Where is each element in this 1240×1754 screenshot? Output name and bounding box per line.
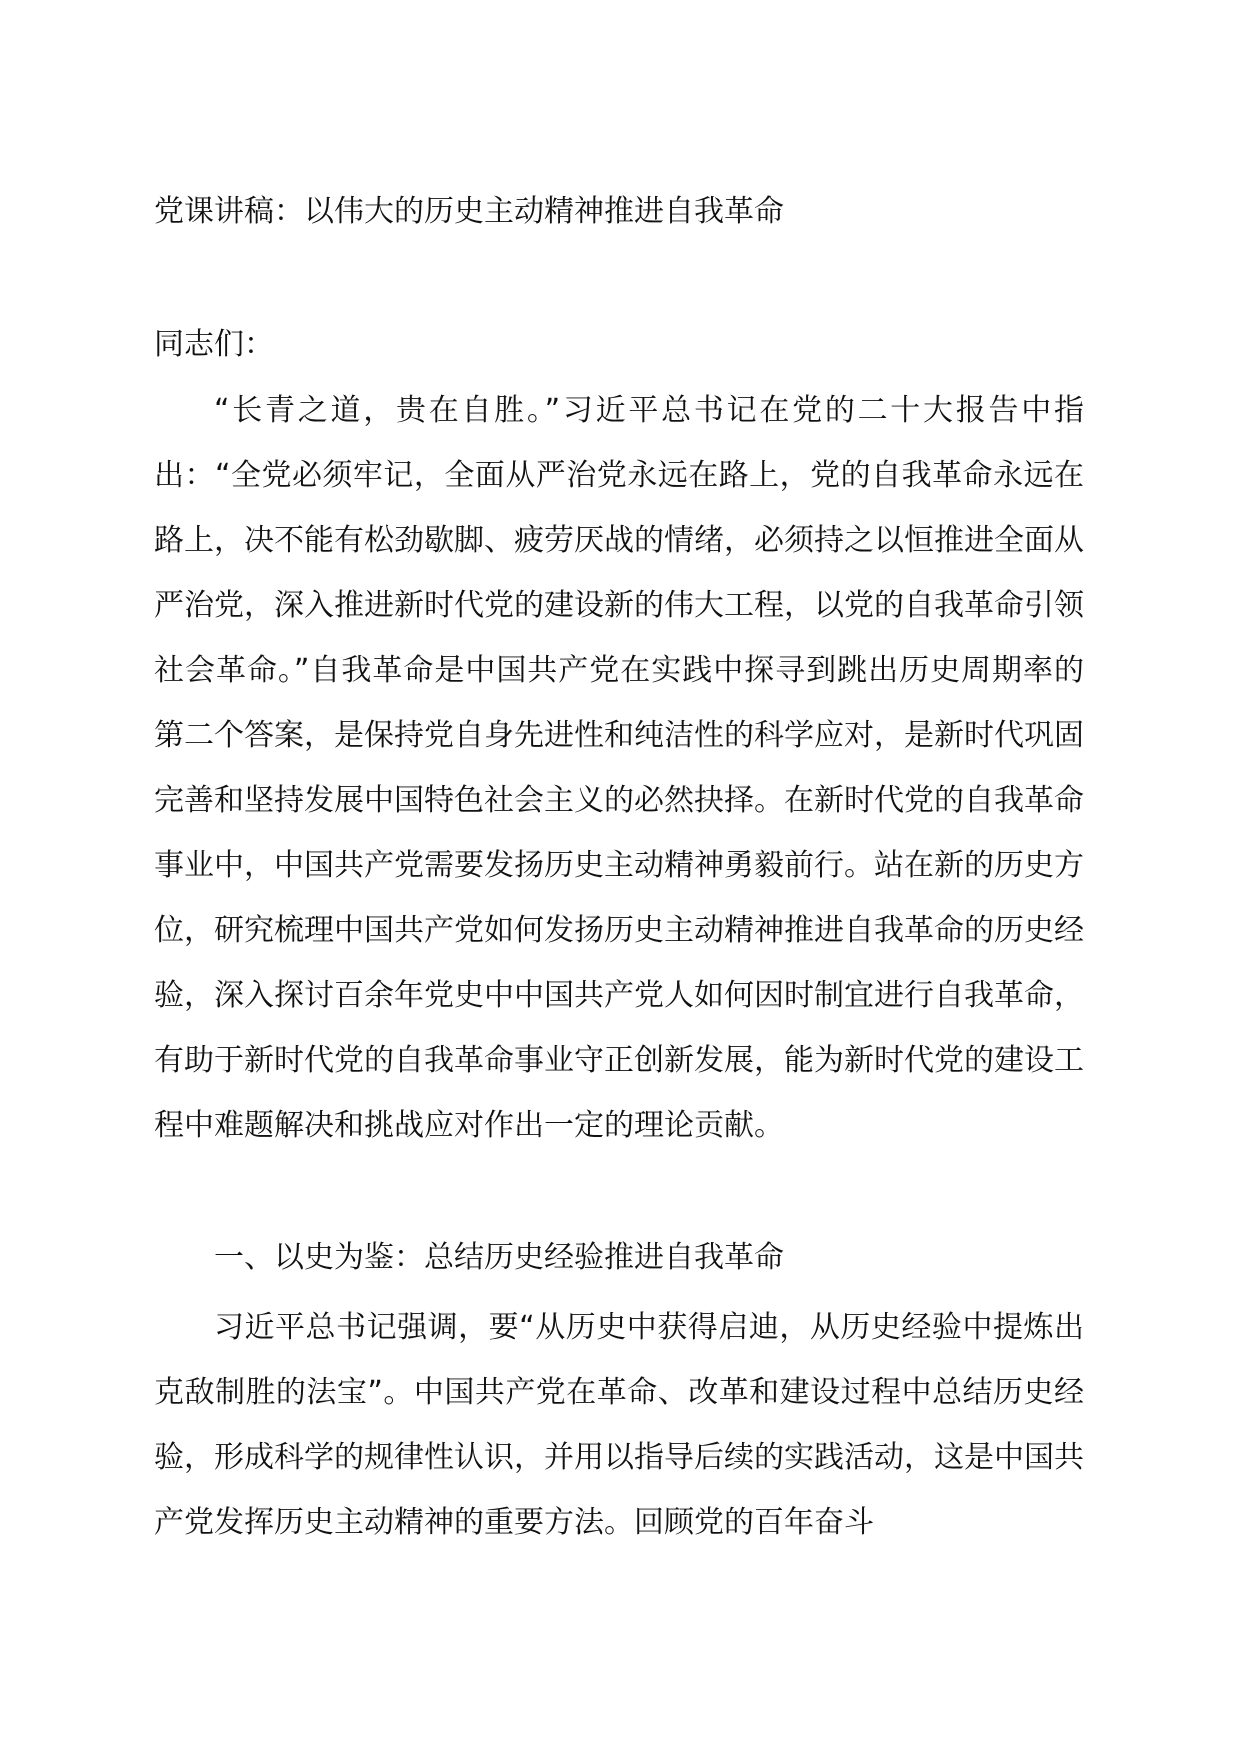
paragraph-section-one: 习近平总书记强调，要“从历史中获得启迪，从历史经验中提炼出克敌制胜的法宝”。中国共产党在革命、改革和建设过程中总结历史经验，形成科学的规律性认识，并用以指导后续的实践活动，这是中国共产党发挥历史主动精神的重要方法。回顾党的百年奋斗	[154, 1310, 1084, 1540]
document-title: 党课讲稿：以伟大的历史主动精神推进自我革命	[154, 194, 784, 229]
paragraph-intro: “长青之道，贵在自胜。”习近平总书记在党的二十大报告中指出：“全党必须牢记，全面从严治党永远在路上，党的自我革命永远在路上，决不能有松劲歇脚、疲劳厌战的情绪，必须持之以恒推进全面从严治党，深入推进新时代党的建设新的伟大工程，以党的自我革命引领社会革命。”自我革命是中国共产党在实践中探寻到跳出历史周期率的第二个答案，是保持党自身先进性和纯洁性的科学应对，是新时代巩固完善和坚持发展中国特色社会主义的必然抉择。在新时代党的自我革命事业中，中国共产党需要发扬历史主动精神勇毅前行。站在新的历史方位，研究梳理中国共产党如何发扬历史主动精神推进自我革命的历史经验，深入探讨百余年党史中中国共产党人如何因时制宜进行自我革命，有助于新时代党的自我革命事业守正创新发展，能为新时代党的建设工程中难题解决和挑战应对作出一定的理论贡献。	[154, 393, 1084, 1143]
greeting: 同志们：	[154, 327, 274, 362]
section-heading: 一、以史为鉴：总结历史经验推进自我革命	[214, 1240, 784, 1275]
